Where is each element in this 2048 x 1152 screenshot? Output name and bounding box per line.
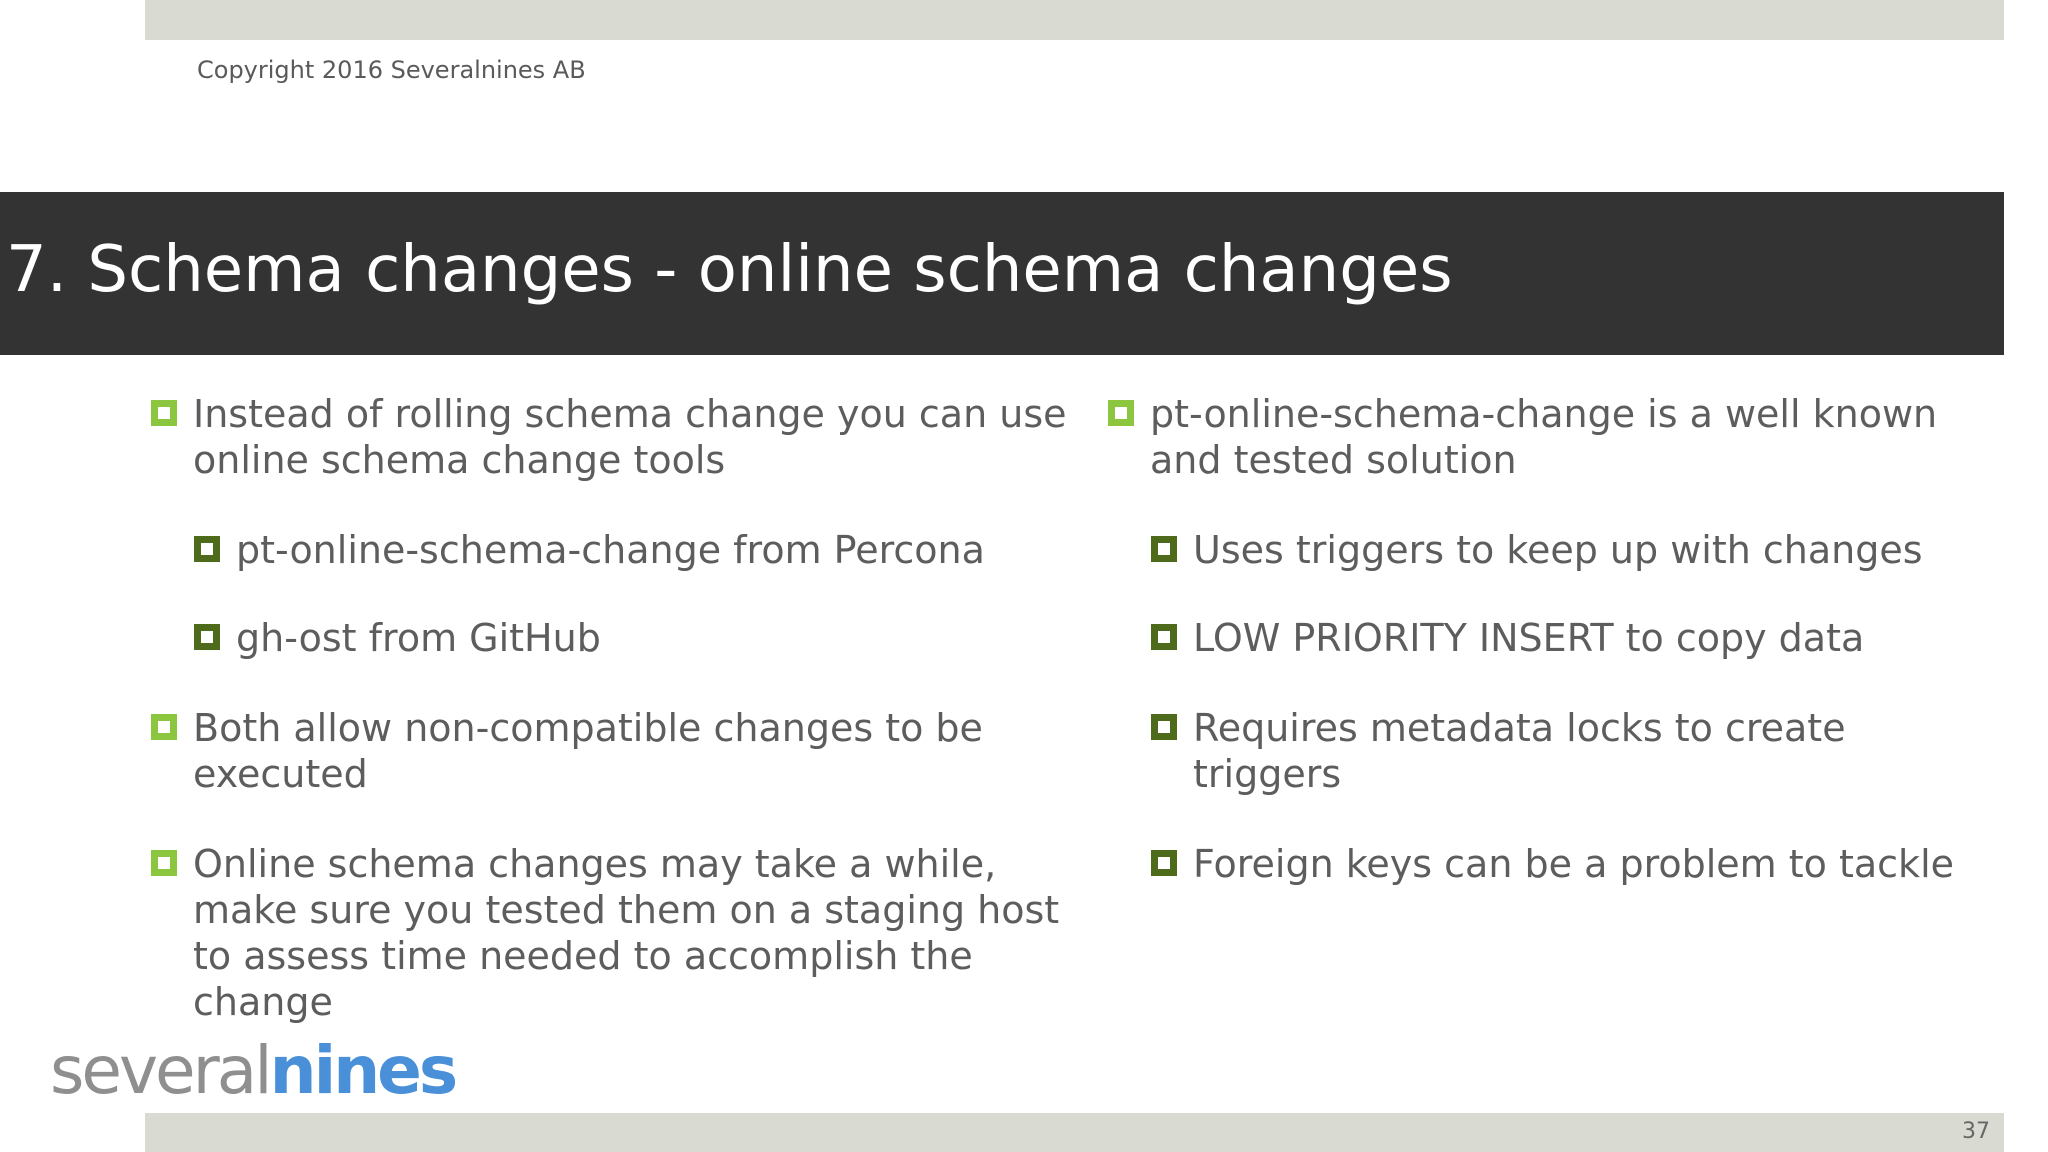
bullet-square-icon [194, 536, 220, 562]
bullet-text: pt-online-schema-change is a well known and tested solution [1150, 392, 1938, 482]
bullet-text: Instead of rolling schema change you can use online schema change tools [193, 392, 1067, 482]
bullet-square-icon [151, 714, 177, 740]
bullet-left-2 [236, 527, 1076, 573]
bullet-left-4 [193, 705, 1013, 797]
bullet-text: Foreign keys can be a problem to tackle [1193, 842, 1955, 886]
bullet-left-3 [236, 615, 1076, 661]
bullet-square-icon [1108, 400, 1134, 426]
bullet-right-3 [1193, 615, 1993, 661]
bullet-left-5 [193, 841, 1093, 1025]
copyright-text: Copyright 2016 Severalnines AB [197, 56, 586, 84]
bottom-decorative-bar [145, 1113, 2004, 1152]
bullet-square-icon [1151, 624, 1177, 650]
bullet-text: Uses triggers to keep up with changes [1193, 528, 1923, 572]
logo-text-nines: nines [269, 1032, 456, 1109]
slide-title: 7. Schema changes - online schema changes [6, 233, 1453, 307]
bullet-right-5 [1193, 841, 1993, 887]
bullet-text: LOW PRIORITY INSERT to copy data [1193, 616, 1865, 660]
bullet-square-icon [1151, 850, 1177, 876]
bullet-right-1 [1150, 391, 1970, 483]
top-decorative-bar [145, 0, 2004, 40]
bullet-square-icon [194, 624, 220, 650]
bullet-text: Both allow non-compatible changes to be executed [193, 706, 983, 796]
logo-text-several: several [50, 1032, 270, 1109]
bullet-text: Requires metadata locks to create triggers [1193, 706, 1846, 796]
bullet-right-2 [1193, 527, 1993, 573]
bullet-square-icon [1151, 714, 1177, 740]
bullet-square-icon [151, 850, 177, 876]
bullet-square-icon [1151, 536, 1177, 562]
bullet-text: gh-ost from GitHub [236, 616, 601, 660]
bullet-text: Online schema changes may take a while, make sure you tested them on a staging host to assess time needed to accomplish the change [193, 842, 1060, 1024]
bullet-square-icon [151, 400, 177, 426]
bullet-text: pt-online-schema-change from Percona [236, 528, 985, 572]
page-number: 37 [1962, 1119, 1990, 1144]
bullet-right-4 [1193, 705, 1893, 797]
severalnines-logo [50, 1032, 456, 1109]
bullet-left-1 [193, 391, 1073, 483]
